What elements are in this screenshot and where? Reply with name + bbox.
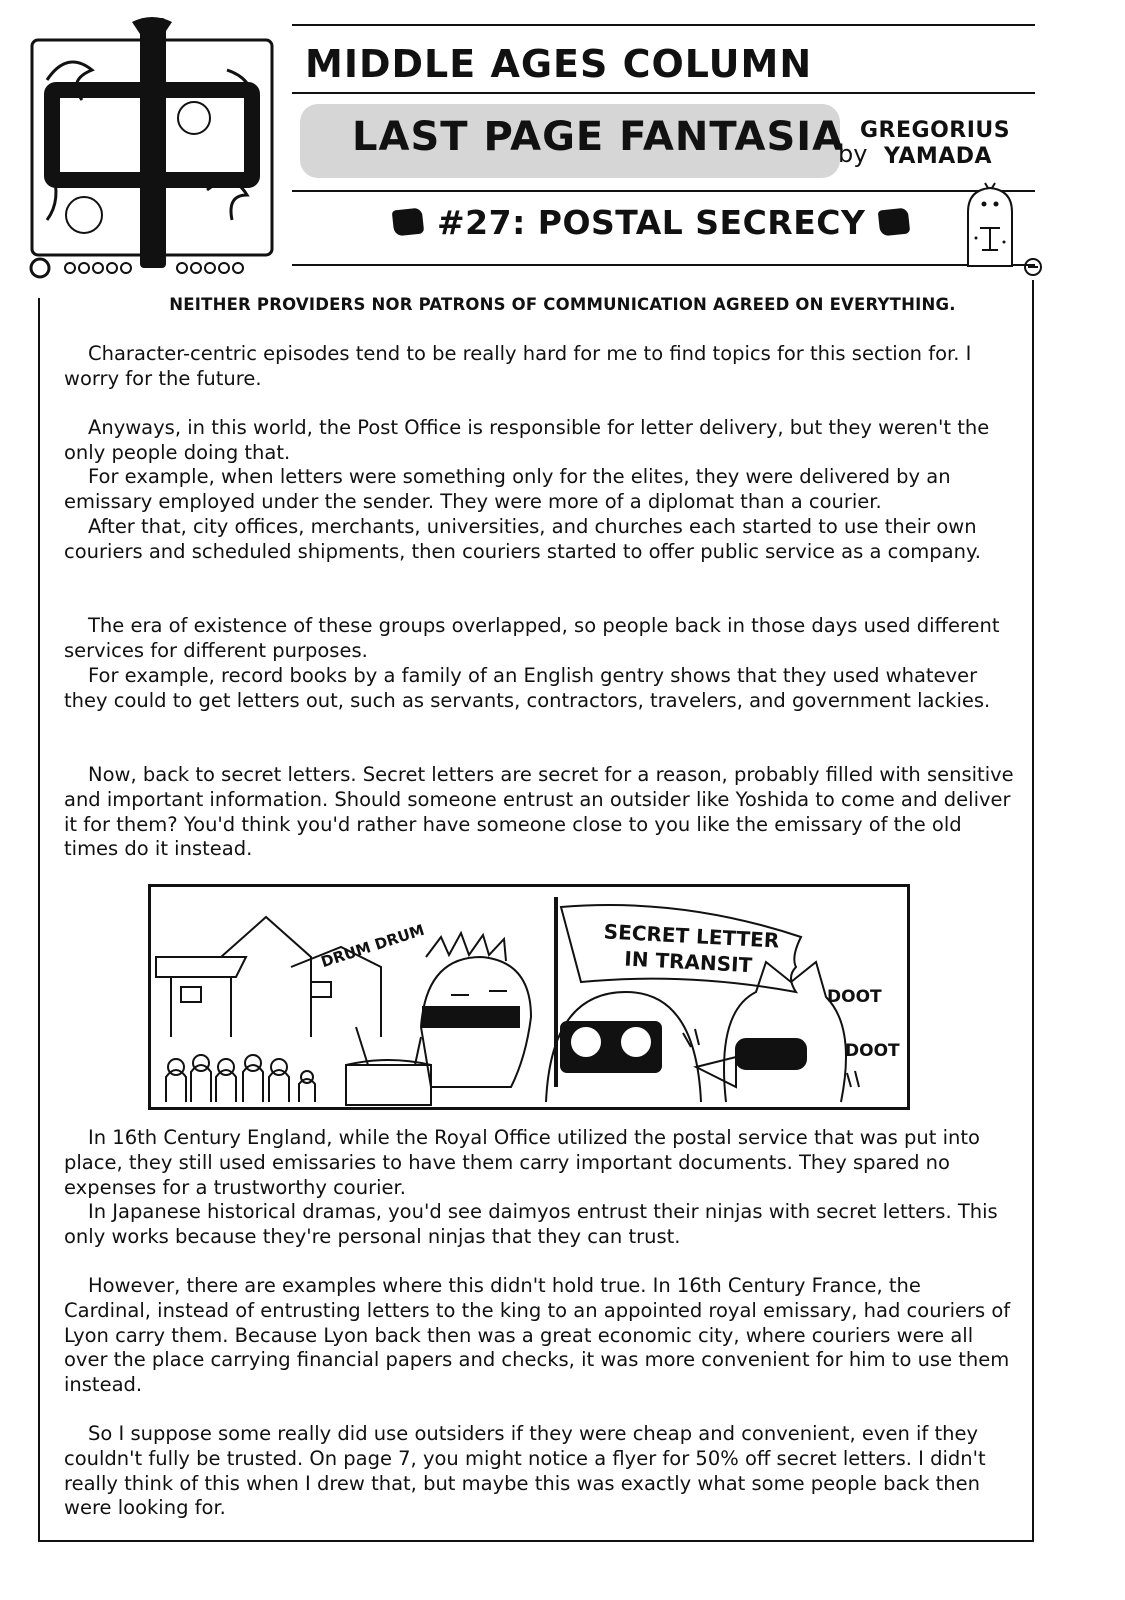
paragraph [64,465,1014,515]
paragraph [64,664,1014,714]
paragraph [64,515,1014,565]
banner-text [602,918,780,979]
paragraph-text: In Japanese historical dramas, you'd see daimyos entrust their ninjas with secret letters. This only works because they're personal ninjas that they can trust. [64,1200,998,1248]
header-rule-2 [292,92,1035,94]
paragraph [64,1274,1014,1398]
paragraph-text: For example, record books by a family of an English gentry shows that they used whatever they could to get letters out, such as servants, contractors, travelers, and government lackies. [64,664,991,712]
paragraph [64,1200,1014,1250]
sfx-doot-1: DOOT [827,987,882,1007]
paragraph [64,1422,1014,1521]
episode-heading [393,200,909,244]
illuminated-initial-art [22,10,292,280]
banner-line-2: IN TRANSIT [623,946,753,978]
frame-bottom-border [38,1540,1034,1542]
column-title: LAST PAGE FANTASIA [352,114,845,160]
paragraph-text: So I suppose some really did use outsiders if they were cheap and convenient, even if they couldn't fully be trusted. On page 7, you might notice a flyer for 50% off secret letters. I didn't really think of this when I drew that, but maybe this was exactly what some people back then were looking for. [64,1422,986,1520]
mascot-doodle [958,182,1022,268]
banner-line-1: SECRET LETTER [603,919,780,953]
episode-title: #27: POSTAL SECRECY [437,202,866,242]
paragraph-text: After that, city offices, merchants, universities, and churches each started to use their own couriers and scheduled shipments, then couriers started to offer public service as a company. [64,515,981,563]
author-name-line1: GREGORIUS [860,118,1011,143]
author-name-line2: YAMADA [884,144,993,169]
illuminated-initial [22,10,292,280]
comic-panel [148,884,910,1110]
sfx-doot-2: DOOT [845,1041,900,1061]
sfx-drum: DRUM DRUM [318,920,427,972]
paragraph [64,763,1014,862]
header-bottom-rule [292,264,1035,266]
paragraph-text: Now, back to secret letters. Secret letters are secret for a reason, probably filled with sensitive and important information. Should someone entrust an outsider like Yoshida to come and deliver it for them? You'd think you'd rather have someone close to you like the emissary of the old times do it instead. [64,763,1014,861]
paragraph [64,342,1014,392]
paragraph-text: The era of existence of these groups overlapped, so people back in those days used different services for different purposes. [64,614,1000,662]
ink-blot-icon [392,208,425,237]
series-title: MIDDLE AGES COLUMN [305,42,813,86]
corner-swirl-icon [1022,256,1044,278]
author-by: by [838,140,868,168]
paragraph [64,1126,1014,1200]
paragraph-text: However, there are examples where this didn't hold true. In 16th Century France, the Cardinal, instead of entrusting letters to the king to an appointed royal emissary, had couriers of Lyon carry them. Because Lyon back then was a great economic city, where couriers were all over the place carrying financial papers and checks, it was more convenient for him to use them instead. [64,1274,1011,1397]
ink-blot-icon [878,208,911,237]
tagline: NEITHER PROVIDERS NOR PATRONS OF COMMUNICATION AGREED ON EVERYTHING. [169,295,956,314]
paragraph-text: For example, when letters were something only for the elites, they were delivered by an emissary employed under the sender. They were more of a diplomat than a courier. [64,465,951,513]
paragraph [64,614,1014,664]
header-rule-3 [292,190,1035,192]
frame-right-border [1032,280,1034,1542]
frame-left-border [38,298,40,1542]
paragraph-text: In 16th Century England, while the Royal Office utilized the postal service that was put into place, they still used emissaries to have them carry important documents. They spared no expenses for a trustworthy courier. [64,1126,980,1199]
paragraph-text: Character-centric episodes tend to be really hard for me to find topics for this section for. I worry for the future. [64,342,972,390]
comic-illustration [151,887,907,1107]
paragraph [64,416,1014,466]
paragraph-text: Anyways, in this world, the Post Office is responsible for letter delivery, but they weren't the only people doing that. [64,416,990,464]
header-top-rule [292,24,1035,26]
